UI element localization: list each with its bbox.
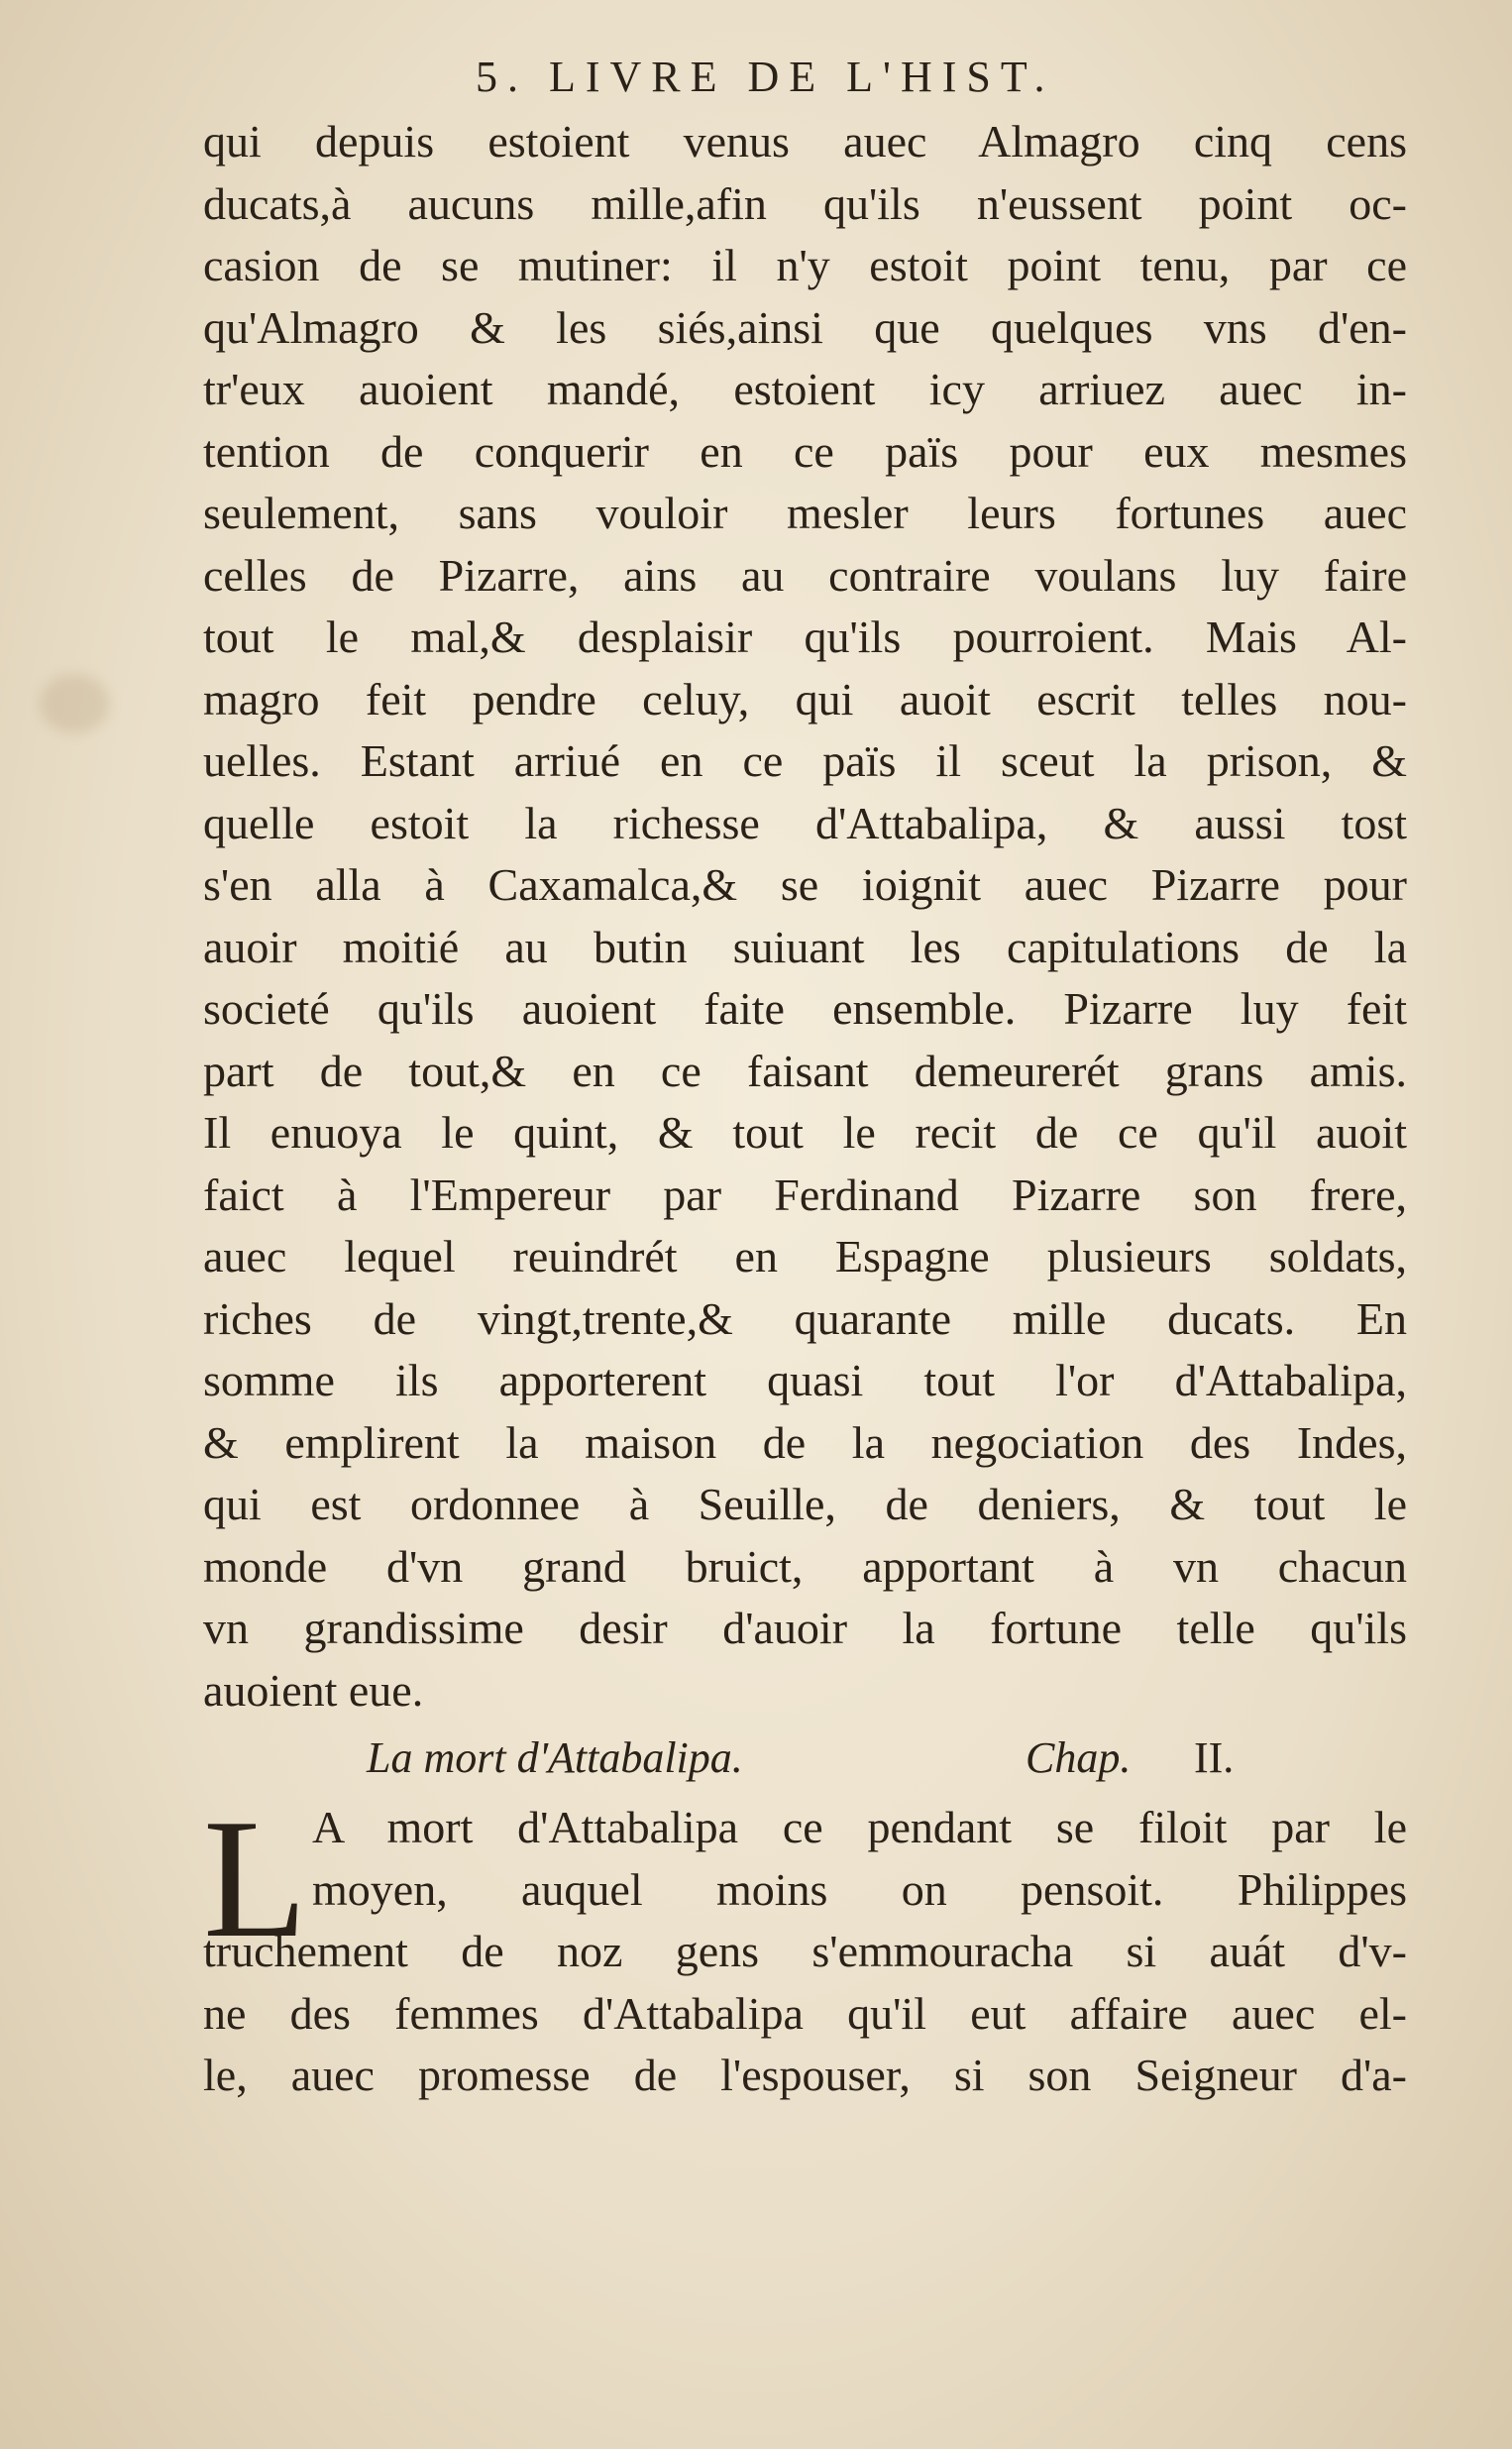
text-line: auoient eue. [203, 1664, 424, 1716]
chapter-text-line: ne des femmes d'Attabalipa qu'il eut affaire auec el- [203, 1987, 1407, 2039]
text-line: quelle estoit la richesse d'Attabalipa, & aussi tost [203, 797, 1407, 848]
text-line: auec lequel reuindrét en Espagne plusieurs soldats, [203, 1231, 1407, 1281]
text-line: tout le mal,& desplaisir qu'ils pourroient. Mais Al- [203, 612, 1407, 662]
text-line: uelles. Estant arriué en ce païs il sceut la prison, & [203, 735, 1407, 786]
text-line: seulement, sans vouloir mesler leurs fortunes auec [203, 488, 1407, 538]
text-line: auoir moitié au butin suiuant les capitulations de la [203, 921, 1407, 972]
text-line: part de tout,& en ce faisant demeurerét grans amis. [203, 1045, 1407, 1096]
chapter-text-line: A mort d'Attabalipa ce pendant se filoit par le [312, 1802, 1407, 1852]
text-line: faict à l'Empereur par Ferdinand Pizarre son frere, [203, 1169, 1407, 1220]
chapter-text-line: le, auec promesse de l'espouser, si son Seigneur d'a- [203, 2050, 1407, 2100]
paper-stain [40, 674, 109, 733]
text-line: somme ils apporterent quasi tout l'or d'Attabalipa, [203, 1355, 1407, 1405]
chapter-text-line: moyen, auquel moins on pensoit. Philippes [312, 1863, 1407, 1915]
text-line: riches de vingt,trente,& quarante mille ducats. En [203, 1292, 1407, 1344]
text-line: magro feit pendre celuy, qui auoit escrit telles nou- [203, 673, 1407, 724]
text-line: celles de Pizarre, ains au contraire voulans luy faire [203, 549, 1407, 601]
text-line: casion de se mutiner: il n'y estoit point tenu, par ce [203, 240, 1407, 290]
running-head: 5. LIVRE DE L'HIST. [476, 53, 1055, 101]
text-line: societé qu'ils auoient faite ensemble. Pizarre luy feit [203, 983, 1407, 1034]
text-line: monde d'vn grand bruict, apportant à vn chacun [203, 1540, 1407, 1592]
text-line: qu'Almagro & les siés,ainsi que quelques vns d'en- [203, 301, 1407, 353]
text-line: vn grandissime desir d'auoir la fortune telle qu'ils [203, 1603, 1407, 1653]
text-line: s'en alla à Caxamalca,& se ioignit auec Pizarre pour [203, 859, 1407, 910]
chapter-title: La mort d'Attabalipa. [367, 1733, 743, 1782]
text-line: & emplirent la maison de la negociation des Indes, [203, 1416, 1407, 1468]
chapter-text-line: truchement de noz gens s'emmouracha si auát d'v- [203, 1926, 1407, 1976]
text-line: Il enuoya le quint, & tout le recit de ce qu'il auoit [203, 1107, 1407, 1158]
drop-cap: L [203, 1785, 308, 1973]
text-line: tention de conquerir en ce païs pour eux mesmes [203, 425, 1407, 477]
text-line: qui est ordonnee à Seuille, de deniers, & tout le [203, 1479, 1407, 1529]
body-text [203, 111, 1407, 1722]
text-line: qui depuis estoient venus auec Almagro cinq cens [203, 116, 1407, 167]
chapter-text [203, 1785, 1407, 2107]
text-line: ducats,à aucuns mille,afin qu'ils n'eussent point oc- [203, 177, 1407, 229]
chapter-heading [367, 1732, 1258, 1783]
chapter-label: Chap. [1026, 1733, 1132, 1782]
chapter-number: II. [1194, 1733, 1235, 1782]
text-line: tr'eux auoient mandé, estoient icy arriuez auec in- [203, 364, 1407, 414]
